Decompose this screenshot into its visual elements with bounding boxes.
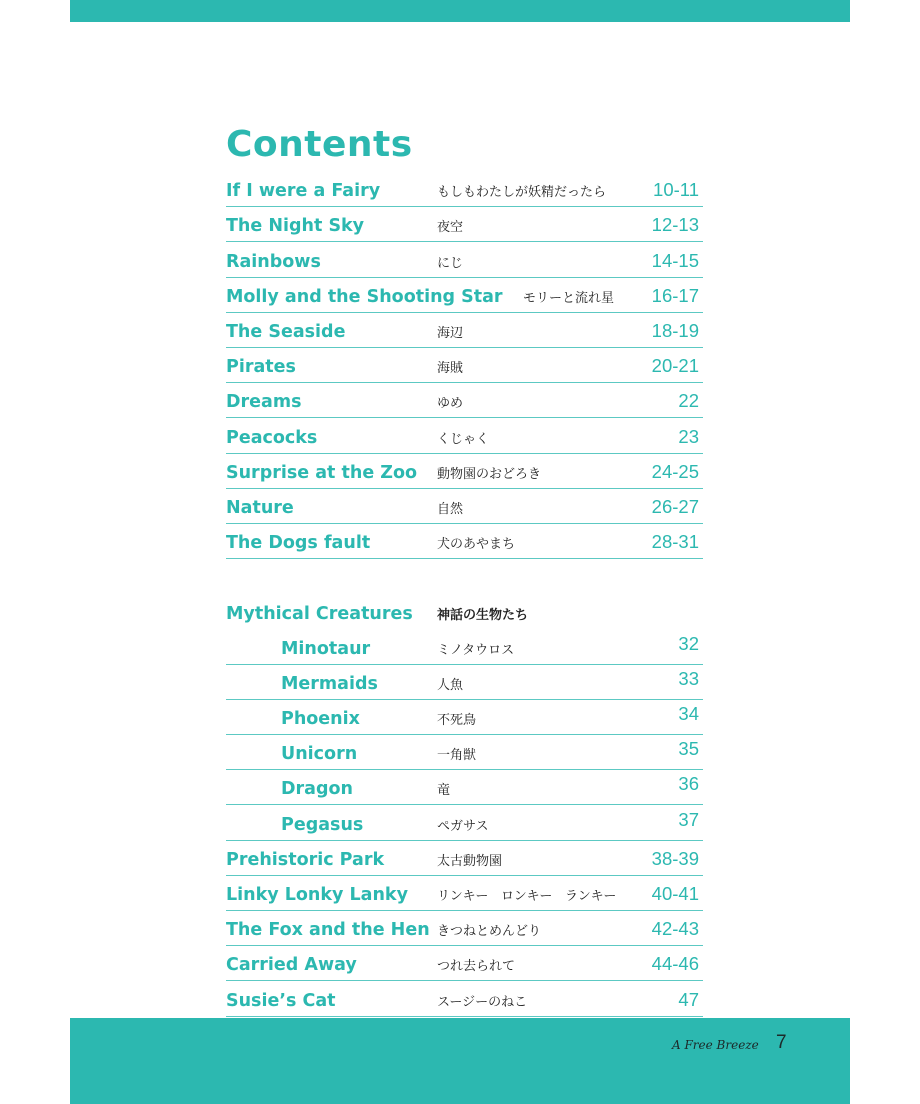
entry-japanese-title: 動物園のおどろき — [437, 466, 542, 482]
toc-sub-entry[interactable] — [226, 805, 703, 840]
entry-japanese-title: 自然 — [437, 501, 464, 517]
toc-entry[interactable] — [226, 348, 703, 383]
entry-title: Prehistoric Park — [226, 849, 385, 870]
entry-page-number: 34 — [678, 703, 699, 724]
toc-entry[interactable] — [226, 383, 703, 418]
entry-page-range: 22 — [678, 390, 699, 412]
entry-page-range: 38-39 — [651, 847, 699, 869]
section-heading[interactable] — [226, 594, 703, 629]
entry-page-range: 40-41 — [651, 882, 699, 904]
entry-title: Dragon — [281, 779, 353, 800]
toc-entry[interactable] — [226, 524, 703, 559]
entry-title: Molly and the Shooting Star — [226, 286, 503, 307]
entry-page-range: 14-15 — [651, 249, 699, 271]
bottom-color-band — [70, 1018, 850, 1104]
entry-page-number: 37 — [678, 808, 699, 830]
entry-page-number: 35 — [678, 738, 699, 760]
entry-page-range: 28-31 — [651, 531, 699, 553]
entry-title: Phoenix — [281, 709, 360, 729]
entry-page-range: 44-46 — [651, 953, 699, 975]
entry-page-range: 47 — [678, 988, 699, 1010]
top-color-band — [70, 0, 850, 22]
entry-japanese-title: もしもわたしが妖精だったら — [437, 185, 607, 201]
entry-japanese-title: ゆめ — [437, 396, 464, 412]
toc-sub-entry[interactable] — [226, 629, 703, 664]
entry-japanese-title: スージーのねこ — [437, 994, 528, 1010]
entry-page-number: 33 — [678, 667, 699, 689]
toc-entry[interactable] — [226, 876, 703, 911]
entry-title: Dreams — [226, 392, 302, 413]
entry-japanese-title: 不死鳥 — [437, 713, 477, 728]
entry-title: Pegasus — [281, 814, 364, 835]
entry-japanese-title: モリーと流れ星 — [523, 290, 615, 306]
entry-page-range: 26-27 — [651, 495, 699, 517]
page-title: Contents — [226, 124, 413, 165]
entry-title: Unicorn — [281, 744, 358, 765]
entry-japanese-title: 犬のあやまち — [437, 537, 516, 553]
entry-title: Mermaids — [281, 673, 378, 694]
section-title: Mythical Creatures — [226, 604, 413, 625]
entry-japanese-title: 夜空 — [437, 220, 464, 236]
entry-page-range: 20-21 — [651, 355, 699, 377]
entry-title: The Seaside — [226, 321, 346, 342]
toc-entry[interactable] — [226, 911, 703, 946]
entry-title: The Fox and the Hen — [226, 920, 430, 941]
toc-entry[interactable] — [226, 946, 703, 981]
entry-title: Peacocks — [226, 427, 318, 448]
footer-credit: A Free Breeze — [672, 1038, 759, 1052]
entry-title: Rainbows — [226, 251, 321, 272]
table-of-contents — [226, 172, 703, 1017]
entry-page-range: 23 — [678, 425, 699, 447]
section-spacer — [226, 559, 703, 594]
entry-page-range: 10-11 — [653, 179, 699, 201]
toc-entry[interactable] — [226, 207, 703, 242]
entry-title: If I were a Fairy — [226, 181, 381, 202]
entry-title: Pirates — [226, 357, 296, 378]
entry-japanese-title: 竜 — [437, 783, 451, 799]
entry-title: Minotaur — [281, 638, 371, 659]
entry-japanese-title: リンキー ロンキー ランキー — [437, 888, 617, 904]
entry-japanese-title: 人魚 — [437, 677, 464, 693]
entry-japanese-title: 一角獣 — [437, 748, 477, 764]
entry-page-number: 32 — [678, 632, 699, 654]
toc-entry[interactable] — [226, 242, 703, 277]
toc-entry[interactable] — [226, 454, 703, 489]
toc-entry[interactable] — [226, 278, 703, 313]
entry-page-range: 24-25 — [651, 460, 699, 482]
toc-entry[interactable] — [226, 841, 703, 876]
section-japanese-title: 神話の生物たち — [437, 608, 529, 624]
entry-title: Linky Lonky Lanky — [226, 884, 408, 905]
entry-page-range: 18-19 — [651, 319, 699, 341]
toc-sub-entry[interactable] — [226, 665, 703, 700]
entry-page-range: 16-17 — [651, 284, 699, 306]
toc-sub-entry[interactable] — [226, 735, 703, 770]
entry-title: Susie’s Cat — [226, 990, 336, 1011]
entry-title: Carried Away — [226, 955, 357, 976]
toc-entry[interactable] — [226, 172, 703, 207]
entry-japanese-title: 海賊 — [437, 361, 464, 377]
toc-entry[interactable] — [226, 418, 703, 453]
page-number: 7 — [776, 1032, 787, 1053]
toc-sub-entry[interactable] — [226, 700, 703, 735]
entry-japanese-title: つれ去られて — [437, 959, 516, 975]
entry-japanese-title: にじ — [437, 255, 464, 271]
entry-japanese-title: きつねとめんどり — [437, 924, 542, 940]
toc-entry[interactable] — [226, 981, 703, 1016]
entry-japanese-title: 海辺 — [437, 325, 464, 341]
entry-japanese-title: ミノタウロス — [437, 642, 515, 658]
entry-title: Nature — [226, 497, 294, 518]
entry-page-range: 12-13 — [651, 214, 699, 236]
entry-title: The Dogs fault — [226, 533, 371, 554]
entry-japanese-title: 太古動物園 — [437, 853, 503, 869]
entry-page-number: 36 — [678, 773, 699, 795]
entry-page-range: 42-43 — [651, 918, 699, 940]
entry-japanese-title: ペガサス — [437, 818, 489, 834]
entry-title: The Night Sky — [226, 216, 365, 237]
toc-sub-entry[interactable] — [226, 770, 703, 805]
toc-entry[interactable] — [226, 313, 703, 348]
toc-entry[interactable] — [226, 489, 703, 524]
entry-title: Surprise at the Zoo — [226, 462, 418, 483]
entry-japanese-title: くじゃく — [437, 431, 490, 447]
